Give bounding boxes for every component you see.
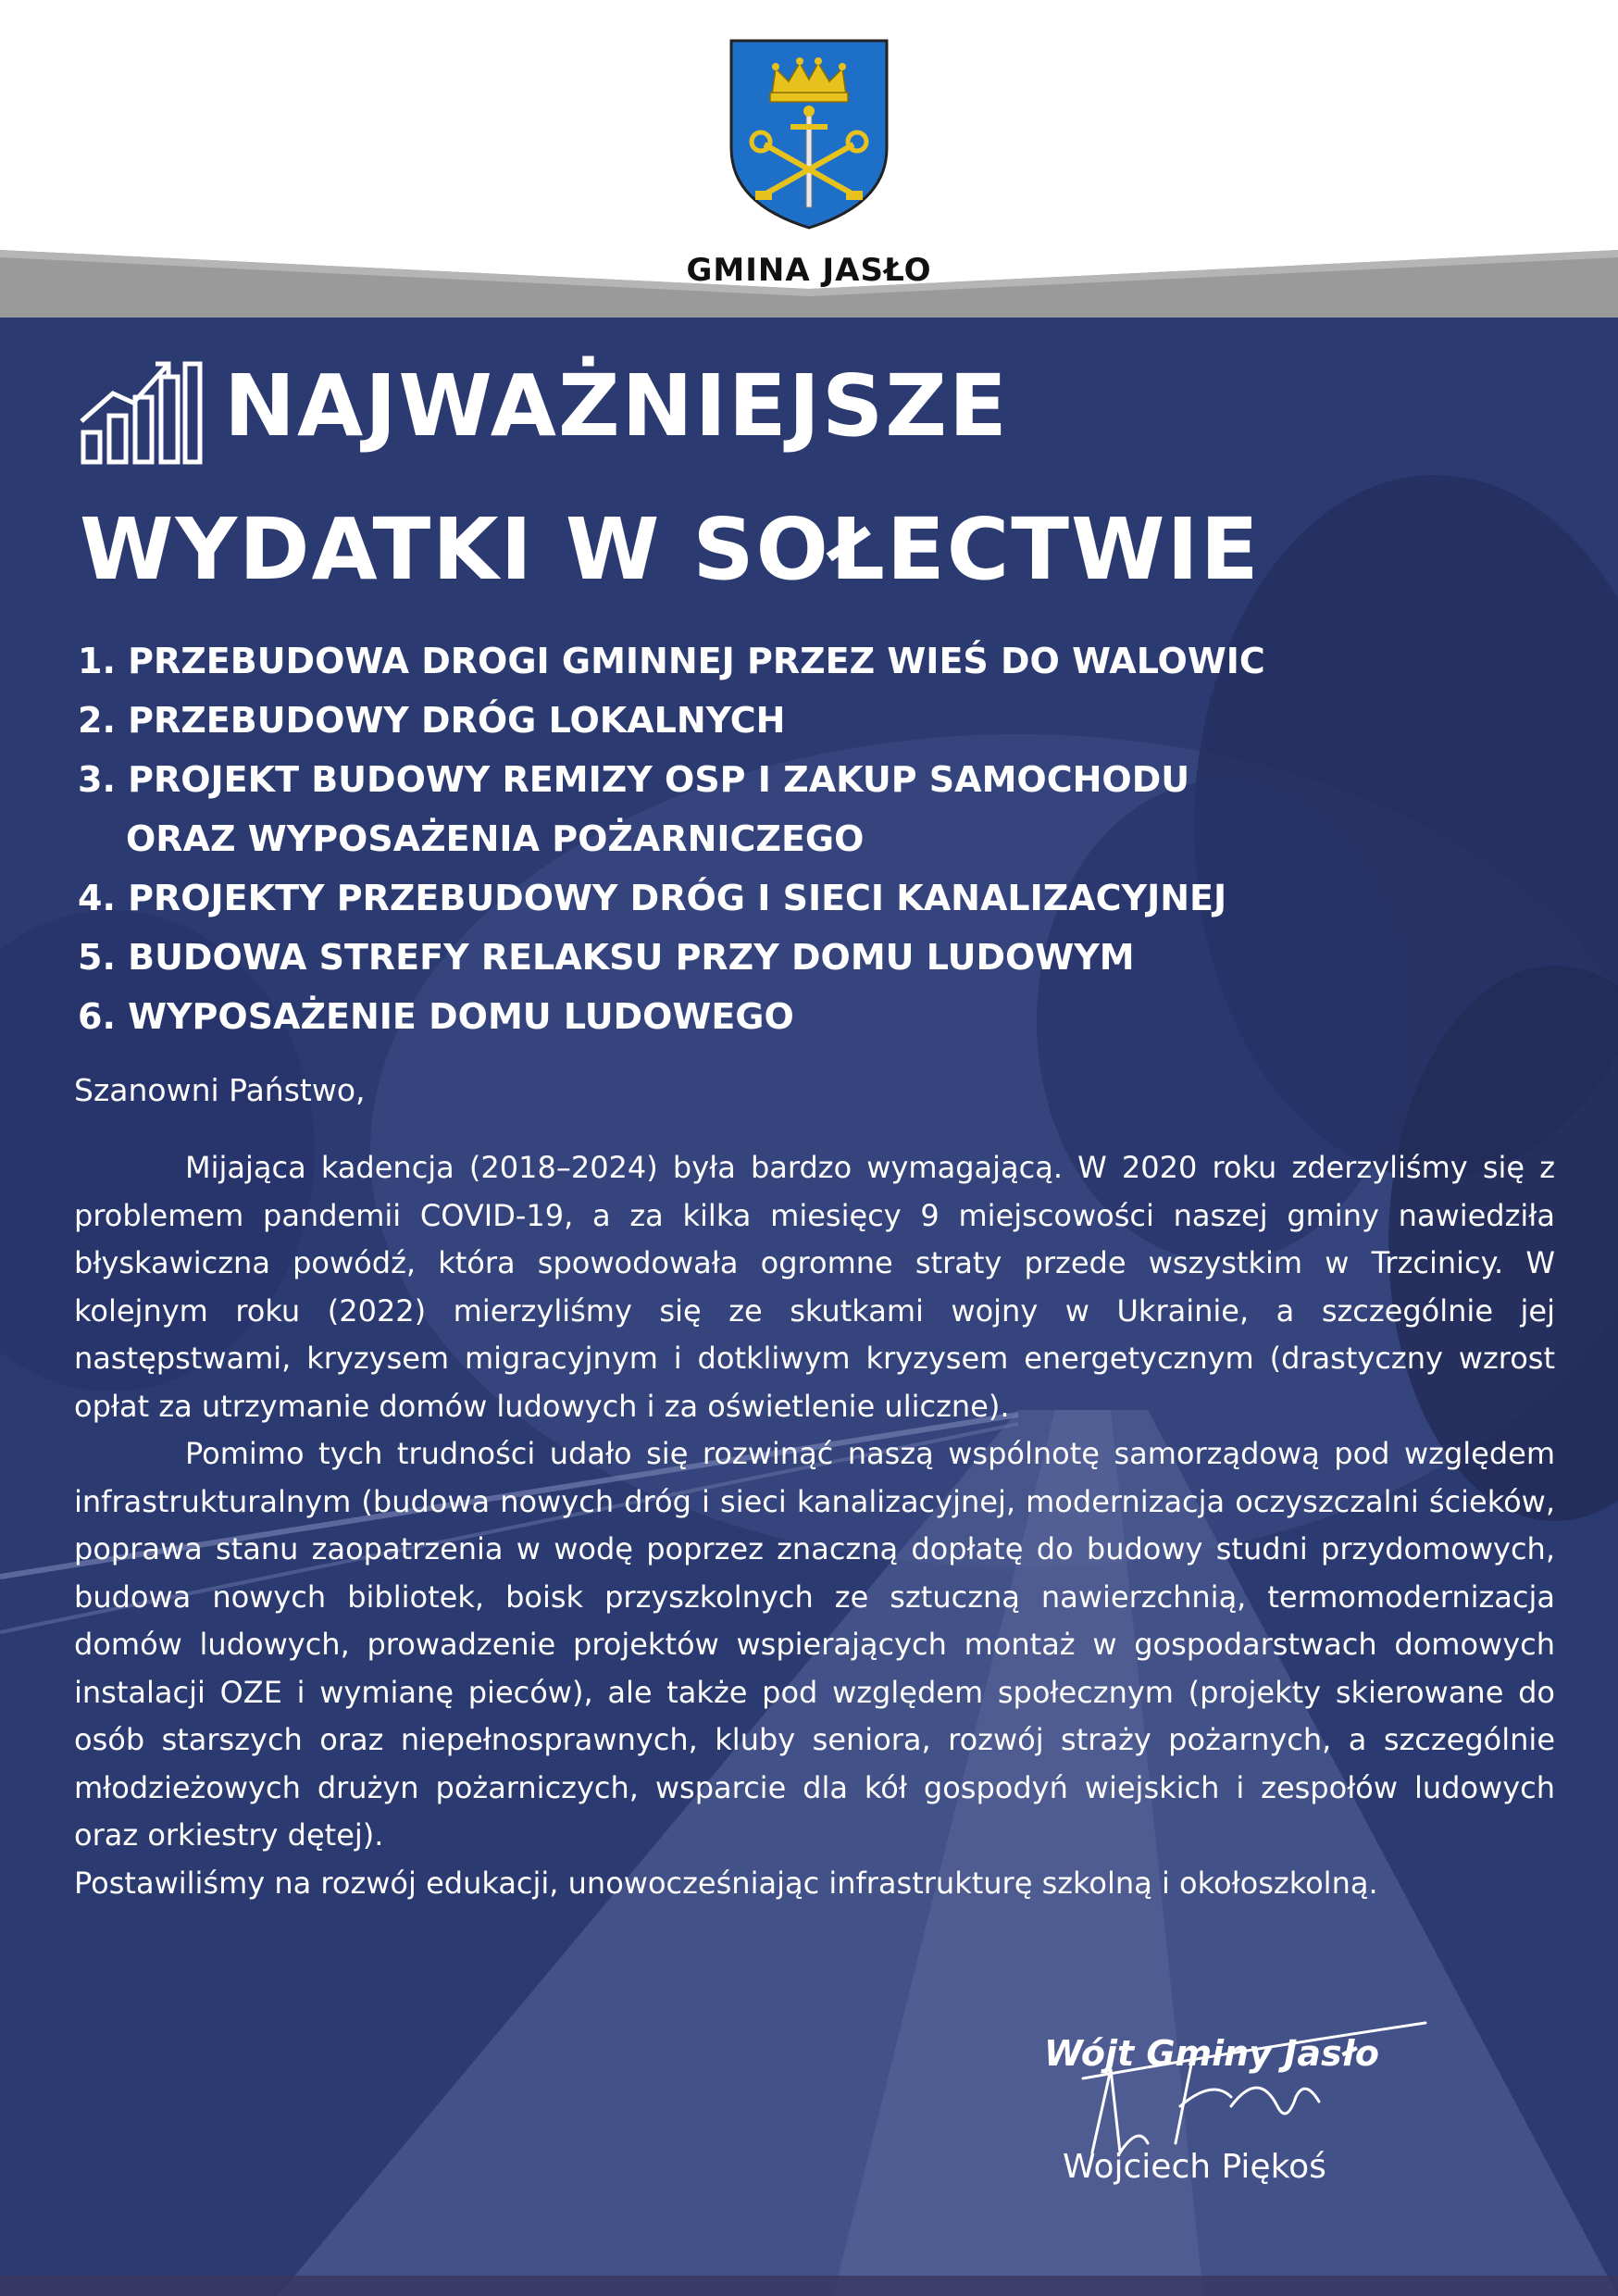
signatory-title: Wójt Gminy Jasło xyxy=(1044,2033,1379,2074)
title-line-2: WYDATKI W SOŁECTWIE xyxy=(80,500,1261,599)
expenses-list xyxy=(78,631,1559,1046)
organization-name: GMINA JASŁO xyxy=(686,252,932,289)
signatory-name: Wojciech Piękoś xyxy=(1063,2148,1326,2186)
list-item: 5. BUDOWA STREFY RELAKSU PRZY DOMU LUDOWYM xyxy=(78,937,1135,978)
letter-paragraph-2: Pomimo tych trudności udało się rozwinąć naszą wspólnotę samorządową pod względem infrastrukturalnym (budowa nowych dróg i sieci kanalizacyjnej, modernizacja oczyszczalni ścieków, poprawa stanu zaopatrzenia w wodę poprzez znaczną dopłatę do budowy studni przydomowych, budowa nowych bibliotek, boisk przyszkolnych ze sztuczną nawierzchnią, termomodernizacja domów ludowych, prowadzenie projektów wspierających montaż w gospodarstwach domowych instalacji OZE i wymianę pieców), ale także pod względem społecznym (projekty skierowane do osób starszych oraz niepełnosprawnych, kluby seniora, rozwój straży pożarnych, a szczególnie młodzieżowych drużyn pożarniczych, wsparcie dla kół gospodyń wiejskich i zespołów ludowych oraz orkiestry dętej). xyxy=(74,1436,1555,1853)
list-item: 3. PROJEKT BUDOWY REMIZY OSP I ZAKUP SAMOCHODU xyxy=(78,759,1190,800)
list-item: 2. PRZEBUDOWY DRÓG LOKALNYCH xyxy=(78,700,786,741)
list-item: 6. WYPOSAŻENIE DOMU LUDOWEGO xyxy=(78,996,794,1037)
list-item: 1. PRZEBUDOWA DROGI GMINNEJ PRZEZ WIEŚ DO WALOWIC xyxy=(78,641,1265,681)
letter-paragraph-3: Postawiliśmy na rozwój edukacji, unowocześniając infrastrukturę szkolną i okołoszkolną. xyxy=(74,1865,1378,1901)
letter-greeting: Szanowni Państwo, xyxy=(74,1072,366,1108)
title-line-1: NAJWAŻNIEJSZE xyxy=(224,356,1009,455)
growth-chart-icon xyxy=(76,356,205,468)
letter-paragraph-1: Mijająca kadencja (2018–2024) była bardzo wymagającą. W 2020 roku zderzyliśmy się z problemem pandemii COVID-19, a za kilka miesięcy 9 miejscowości naszej gminy nawiedziła błyskawiczna powódź, która spowodowała ogromne straty przede wszystkim w Trzcinicy. W kolejnym roku (2022) mierzyliśmy się ze skutkami wojny w Ukrainie, a szczególnie jej następstwami, kryzysem migracyjnym i dotkliwym kryzysem energetycznym (drastyczny wzrost opłat za utrzymanie domów ludowych i za oświetlenie uliczne). xyxy=(74,1150,1555,1424)
list-item: 4. PROJEKTY PRZEBUDOWY DRÓG I SIECI KANALIZACYJNEJ xyxy=(78,878,1227,918)
letter-body xyxy=(74,1144,1555,1907)
list-item-continuation: ORAZ WYPOSAŻENIA POŻARNICZEGO xyxy=(126,818,865,859)
coat-of-arms-logo xyxy=(728,37,890,231)
